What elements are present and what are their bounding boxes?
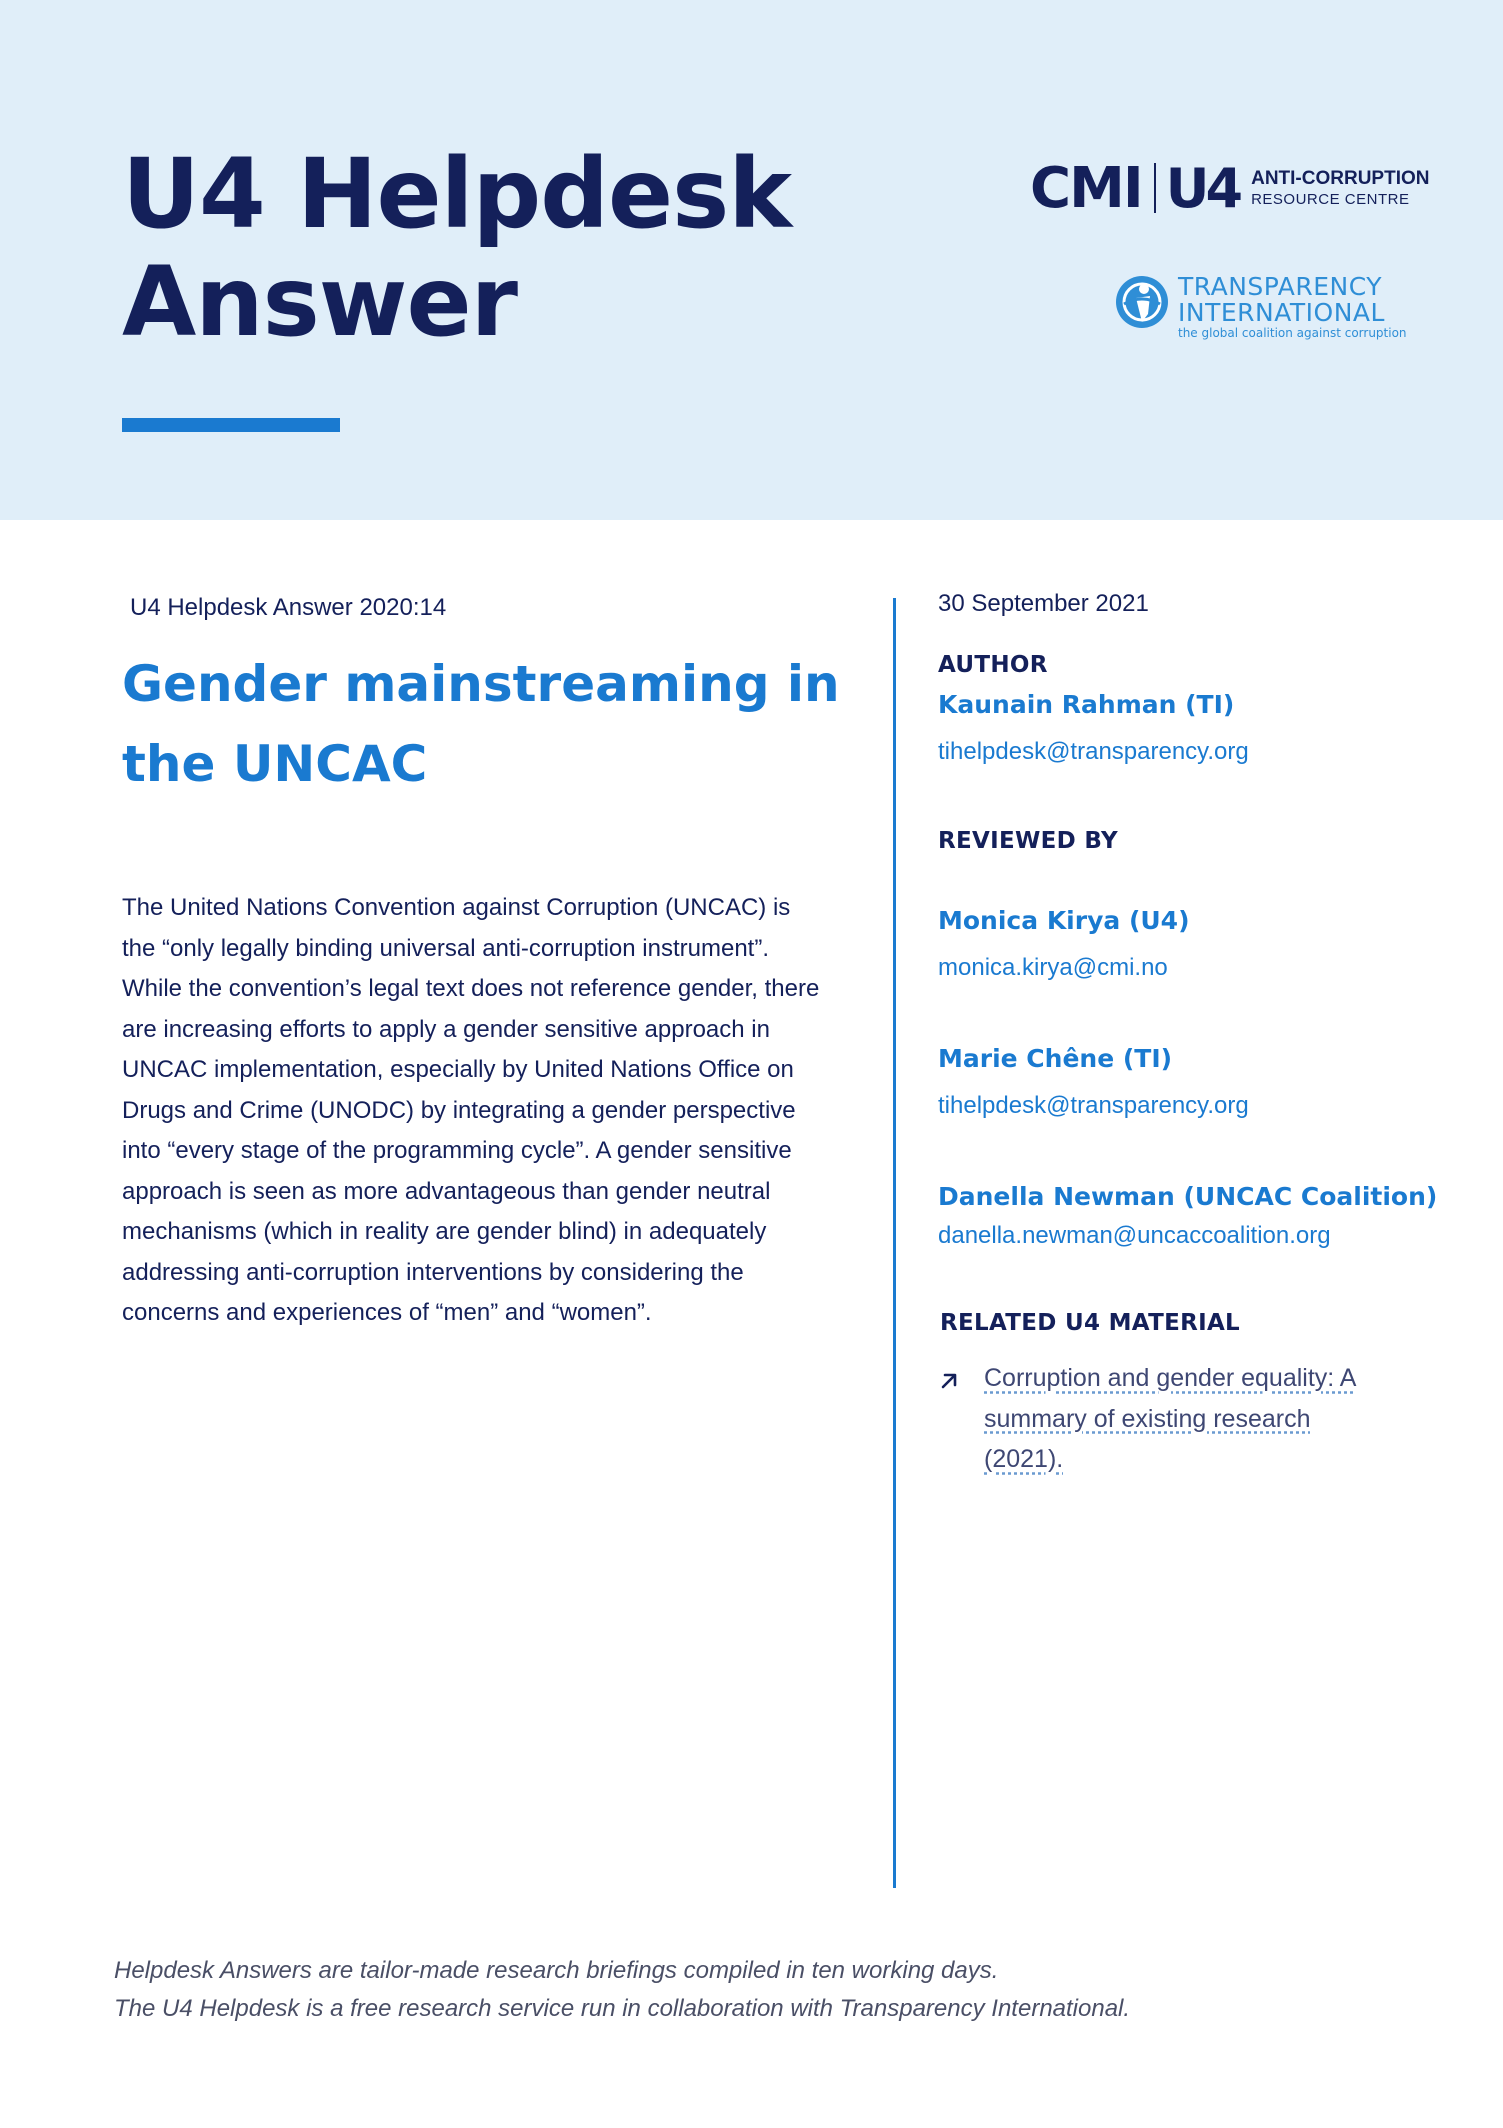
ti-logo-line2: INTERNATIONAL: [1178, 298, 1385, 327]
author-name: Kaunain Rahman (TI): [938, 690, 1235, 719]
title-accent-bar: [122, 418, 340, 432]
summary-paragraph: The United Nations Convention against Corruption (UNCAC) is the “only legally binding universal anti-corruption instrument”. While the convention’s legal text does not reference gender, there are increasing efforts to apply a gender sensitive approach in UNCAC implementation, especially by United Nations Office on Drugs and Crime (UNODC) by integrating a gender perspective into “every stage of the programming cycle”. A gender sensitive approach is seen as more advantageous than gender neutral mechanisms (which in reality are gender blind) in adequately addressing anti-corruption interventions by considering the concerns and experiences of “men” and “women”.: [122, 894, 820, 1326]
header-banner: [0, 0, 1503, 520]
logo-separator: [1154, 163, 1156, 213]
ti-logo-text: [1178, 274, 1407, 339]
cmi-logo-text: CMI: [1030, 155, 1142, 221]
u4-logo-text: [1251, 169, 1429, 207]
ti-logo-line1: TRANSPARENCY: [1178, 272, 1383, 301]
u4-logo-line1: ANTI-CORRUPTION: [1251, 168, 1430, 189]
footer-note: [114, 1952, 1130, 2028]
document-number: U4 Helpdesk Answer 2020:14: [130, 594, 447, 621]
transparency-international-logo: [1114, 274, 1407, 342]
cmi-u4-logo: [1030, 155, 1430, 221]
related-material-item[interactable]: [938, 1358, 1378, 1480]
reviewed-by-heading: REVIEWED BY: [938, 828, 1118, 854]
page-title: [122, 140, 791, 356]
footer-line2: The U4 Helpdesk is a free research service run in collaboration with Transparency International.: [114, 1995, 1131, 2022]
external-arrow-icon: [938, 1370, 960, 1392]
page-title-line1: U4 Helpdesk: [122, 138, 792, 250]
reviewer-email[interactable]: tihelpdesk@transparency.org: [938, 1092, 1249, 1119]
author-heading: AUTHOR: [938, 652, 1048, 678]
author-email[interactable]: tihelpdesk@transparency.org: [938, 738, 1249, 765]
footer-line1: Helpdesk Answers are tailor-made research briefings compiled in ten working days.: [114, 1957, 999, 1984]
reviewer-name: Marie Chêne (TI): [938, 1044, 1173, 1073]
u4-logo-mark: U4: [1165, 156, 1240, 220]
document-title: Gender mainstreaming in the UNCAC: [122, 655, 840, 793]
page-title-line2: Answer: [122, 246, 517, 358]
reviewer-email[interactable]: danella.newman@uncaccoalition.org: [938, 1222, 1331, 1249]
ti-globe-icon: [1114, 274, 1170, 330]
reviewer-name: Danella Newman (UNCAC Coalition): [938, 1182, 1438, 1211]
ti-logo-tagline: the global coalition against corruption: [1178, 326, 1407, 340]
reviewer-name: Monica Kirya (U4): [938, 906, 1190, 935]
column-divider: [893, 598, 896, 1888]
related-material-heading: RELATED U4 MATERIAL: [940, 1310, 1241, 1336]
publication-date: 30 September 2021: [938, 590, 1149, 617]
reviewer-email[interactable]: monica.kirya@cmi.no: [938, 954, 1168, 981]
related-material-link[interactable]: Corruption and gender equality: A summary of existing research (2021).: [984, 1364, 1357, 1473]
u4-logo-line2: RESOURCE CENTRE: [1251, 191, 1410, 208]
